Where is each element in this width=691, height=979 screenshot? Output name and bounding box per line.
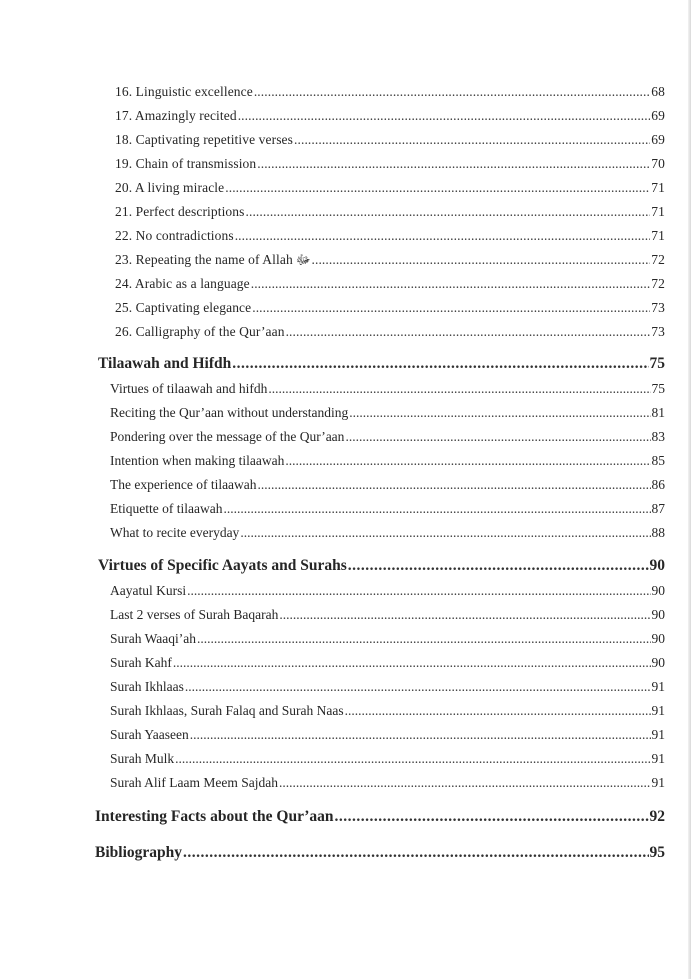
dot-leader	[173, 655, 651, 671]
toc-section-page: 92	[649, 808, 665, 825]
dot-leader	[258, 477, 651, 493]
dot-leader	[345, 703, 651, 719]
dot-leader	[232, 355, 648, 373]
toc-entry-page: 81	[651, 405, 665, 420]
toc-entry-page: 71	[651, 204, 665, 219]
dot-leader	[190, 727, 651, 743]
toc-section-page: 75	[649, 355, 665, 372]
dot-leader	[252, 300, 650, 316]
toc-entry-title: Pondering over the message of the Qur’aan	[110, 429, 345, 444]
toc-section-bibliography[interactable]	[95, 844, 665, 862]
toc-entry-page: 90	[651, 655, 665, 670]
dot-leader	[286, 324, 651, 340]
toc-entry-page: 69	[651, 108, 665, 123]
dot-leader	[175, 751, 650, 767]
toc-entry-title: Etiquette of tilaawah	[110, 501, 223, 516]
toc-entry-aayatul-kursi[interactable]	[110, 583, 665, 599]
toc-entry-title: 17. Amazingly recited	[115, 108, 237, 123]
toc-entry-page: 91	[651, 775, 665, 790]
toc-entry-title: 24. Arabic as a language	[115, 276, 250, 291]
toc-entry-page: 73	[651, 300, 665, 315]
toc-section-title: Virtues of Specific Aayats and Surahs	[98, 557, 347, 574]
toc-entry-experience[interactable]	[110, 477, 665, 493]
dot-leader	[279, 775, 651, 791]
toc-entry-pondering[interactable]	[110, 429, 665, 445]
dot-leader	[349, 405, 650, 421]
dot-leader	[240, 525, 650, 541]
toc-entry-25[interactable]	[115, 300, 665, 316]
toc-entry-page: 83	[651, 429, 665, 444]
toc-section-page: 95	[649, 844, 665, 861]
toc-entry-page: 91	[651, 703, 665, 718]
toc-entry-page: 71	[651, 180, 665, 195]
dot-leader	[268, 381, 650, 397]
toc-section-page: 90	[649, 557, 665, 574]
toc-entry-yaaseen[interactable]	[110, 727, 665, 743]
toc-entry-title: Surah Waaqi’ah	[110, 631, 197, 646]
dot-leader	[185, 679, 651, 695]
honorific-glyph: ﷻ	[295, 252, 311, 267]
dot-leader	[294, 132, 650, 148]
dot-leader	[257, 156, 650, 172]
toc-entry-22[interactable]	[115, 228, 665, 244]
dot-leader	[225, 180, 650, 196]
toc-entry-title: Surah Yaaseen	[110, 727, 189, 742]
toc-entry-title: Surah Alif Laam Meem Sajdah	[110, 775, 278, 790]
toc-entry-title: Virtues of tilaawah and hifdh	[110, 381, 268, 396]
toc-entry-title: 21. Perfect descriptions	[115, 204, 245, 219]
toc-entry-page: 87	[651, 501, 665, 516]
toc-entry-title: Surah Ikhlaas	[110, 679, 184, 694]
toc-entry-page: 91	[651, 751, 665, 766]
dot-leader	[251, 276, 651, 292]
toc-entry-intention[interactable]	[110, 453, 665, 469]
toc-entry-title: Surah Mulk	[110, 751, 175, 766]
dot-leader	[197, 631, 650, 647]
dot-leader	[279, 607, 650, 623]
toc-section-tilaawah[interactable]	[98, 355, 665, 373]
dot-leader	[285, 453, 650, 469]
dot-leader	[187, 583, 650, 599]
toc-entry-title: 22. No contradictions	[115, 228, 234, 243]
toc-entry-page: 90	[651, 631, 665, 646]
toc-entry-waaqiah[interactable]	[110, 631, 665, 647]
toc-entry-mulk[interactable]	[110, 751, 665, 767]
toc-entry-title: Surah Ikhlaas, Surah Falaq and Surah Naas	[110, 703, 344, 718]
toc-entry-title: 16. Linguistic excellence	[115, 84, 253, 99]
toc-entry-title: Aayatul Kursi	[110, 583, 187, 598]
toc-entry-title: Reciting the Qur’aan without understanding	[110, 405, 349, 420]
toc-entry-page: 90	[651, 607, 665, 622]
toc-entry-16[interactable]	[115, 84, 665, 100]
toc-entry-title: 26. Calligraphy of the Qur’aan	[115, 324, 285, 339]
toc-entry-page: 86	[651, 477, 665, 492]
toc-section-virtues[interactable]	[98, 557, 665, 575]
dot-leader	[348, 557, 649, 575]
toc-entry-reciting[interactable]	[110, 405, 665, 421]
toc-entry-23[interactable]	[115, 252, 665, 271]
toc-entry-page: 68	[651, 84, 665, 99]
toc-section-title: Interesting Facts about the Qur’aan	[95, 808, 334, 825]
toc-entry-page: 91	[651, 727, 665, 742]
toc-entry-20[interactable]	[115, 180, 665, 196]
toc-entry-title: Last 2 verses of Surah Baqarah	[110, 607, 279, 622]
toc-entry-page: 73	[651, 324, 665, 339]
toc-entry-page: 90	[651, 583, 665, 598]
toc-entry-17[interactable]	[115, 108, 665, 124]
dot-leader	[254, 84, 650, 100]
toc-entry-ikhlaas[interactable]	[110, 679, 665, 695]
toc-entry-title: What to recite everyday	[110, 525, 240, 540]
toc-entry-recite-everyday[interactable]	[110, 525, 665, 541]
toc-entry-title: 18. Captivating repetitive verses	[115, 132, 294, 147]
dot-leader	[345, 429, 650, 445]
toc-entry-page: 91	[651, 679, 665, 694]
toc-entry-page: 71	[651, 228, 665, 243]
dot-leader	[335, 808, 649, 826]
toc-entry-title: 19. Chain of transmission	[115, 156, 257, 171]
toc-entry-title: 20. A living miracle	[115, 180, 225, 195]
toc-entry-title: Intention when making tilaawah	[110, 453, 285, 468]
toc-entry-21[interactable]	[115, 204, 665, 220]
toc-entry-19[interactable]	[115, 156, 665, 172]
toc-entry-title: The experience of tilaawah	[110, 477, 257, 492]
dot-leader	[223, 501, 650, 517]
toc-section-title: Bibliography	[95, 844, 182, 861]
toc-entry-title: Surah Kahf	[110, 655, 172, 670]
toc-entry-page: 72	[651, 276, 665, 291]
dot-leader	[183, 844, 649, 862]
toc-entry-page: 72	[651, 252, 665, 267]
dot-leader	[312, 252, 651, 268]
toc-entry-24[interactable]	[115, 276, 665, 292]
toc-entry-title: 25. Captivating elegance	[115, 300, 252, 315]
toc-entry-page: 75	[651, 381, 665, 396]
toc-entry-page: 70	[651, 156, 665, 171]
toc-entry-sajdah[interactable]	[110, 775, 665, 791]
toc-entry-kahf[interactable]	[110, 655, 665, 671]
dot-leader	[246, 204, 651, 220]
toc-entry-ikhlaas-falaq-naas[interactable]	[110, 703, 665, 719]
toc-entry-page: 69	[651, 132, 665, 147]
toc-section-facts[interactable]	[95, 808, 665, 826]
toc-entry-26[interactable]	[115, 324, 665, 340]
toc-entry-page: 88	[651, 525, 665, 540]
toc-entry-baqarah[interactable]	[110, 607, 665, 623]
toc-entry-18[interactable]	[115, 132, 665, 148]
toc-section-title: Tilaawah and Hifdh	[98, 355, 232, 372]
toc-entry-page: 85	[651, 453, 665, 468]
dot-leader	[238, 108, 651, 124]
dot-leader	[235, 228, 651, 244]
toc-entry-virtues-tilaawah[interactable]	[110, 381, 665, 397]
toc-entry-etiquette[interactable]	[110, 501, 665, 517]
toc-entry-title: 23. Repeating the name of Allah	[115, 252, 293, 267]
